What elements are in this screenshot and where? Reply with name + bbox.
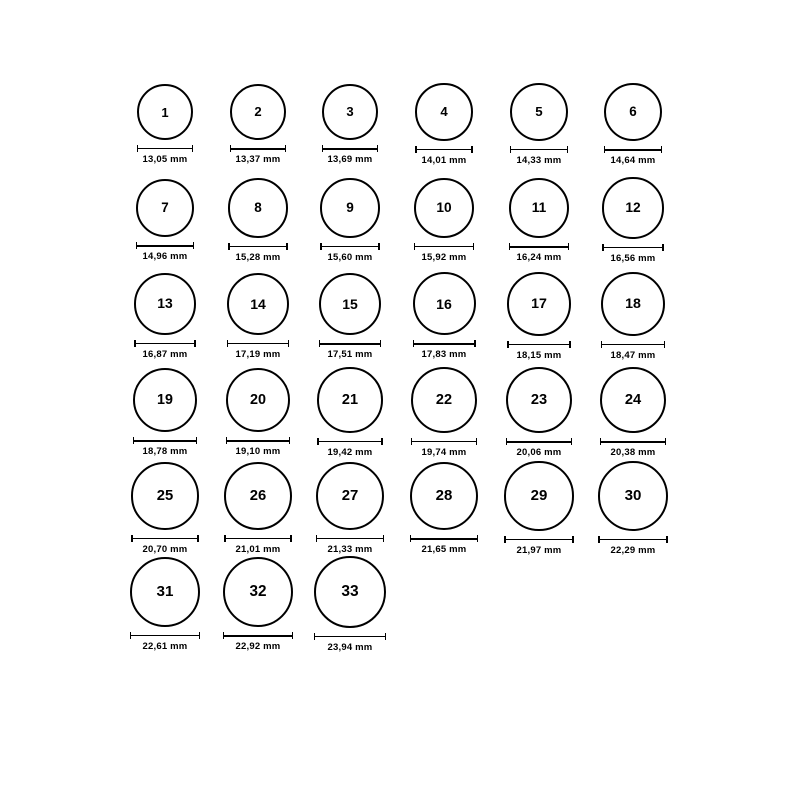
dimension-tick-right	[665, 438, 666, 445]
ring-circle	[224, 462, 292, 530]
dimension-tick-left	[230, 145, 231, 152]
dimension-bar	[317, 441, 382, 442]
ring-circle	[598, 461, 668, 531]
dimension-indicator	[134, 340, 196, 360]
ring-circle	[509, 178, 570, 239]
ring-size-number: 29	[530, 487, 548, 505]
diameter-label: 14,64 mm	[610, 155, 656, 167]
dimension-line	[320, 243, 380, 250]
dimension-bar	[509, 246, 570, 247]
dimension-tick-right	[471, 146, 472, 153]
dimension-tick-left	[130, 632, 131, 639]
dimension-indicator	[316, 535, 384, 555]
ring-size-cell	[587, 83, 679, 166]
dimension-indicator	[415, 146, 472, 166]
dimension-bar	[510, 149, 568, 150]
diameter-label: 14,01 mm	[421, 154, 467, 166]
dimension-indicator	[227, 340, 289, 360]
dimension-line	[224, 535, 292, 542]
diameter-label: 23,94 mm	[327, 642, 373, 653]
ring-size-cell	[304, 462, 396, 555]
ring-size-number: 33	[341, 583, 359, 601]
dimension-bar	[130, 635, 200, 636]
ring-size-number: 20	[249, 391, 266, 408]
dimension-line	[314, 633, 386, 640]
dimension-indicator	[319, 340, 382, 360]
dimension-tick-right	[378, 243, 379, 250]
dimension-line	[504, 536, 573, 543]
dimension-indicator	[230, 145, 287, 165]
ring-size-cell	[587, 367, 679, 459]
dimension-bar	[410, 538, 479, 539]
dimension-tick-left	[415, 146, 416, 153]
dimension-tick-left	[316, 535, 317, 542]
ring-size-number: 21	[341, 391, 359, 408]
dimension-tick-left	[226, 437, 227, 444]
ring-circle	[604, 83, 662, 141]
dimension-indicator	[504, 536, 573, 556]
dimension-tick-right	[194, 340, 195, 347]
ring-circle	[223, 557, 294, 628]
dimension-indicator	[410, 535, 479, 555]
dimension-bar	[602, 247, 663, 248]
dimension-line	[226, 437, 291, 444]
ring-size-number: 15	[342, 296, 358, 313]
ring-size-cell	[304, 273, 396, 361]
dimension-line	[506, 438, 572, 445]
dimension-indicator	[314, 633, 386, 653]
dimension-indicator	[510, 146, 568, 166]
diameter-label: 20,06 mm	[516, 447, 562, 459]
diameter-label: 16,24 mm	[516, 252, 562, 264]
dimension-line	[598, 536, 668, 543]
dimension-indicator	[601, 341, 665, 361]
dimension-tick-right	[473, 243, 474, 250]
diameter-label: 22,29 mm	[610, 544, 656, 556]
dimension-tick-left	[133, 437, 134, 444]
dimension-tick-right	[662, 244, 663, 251]
dimension-line	[223, 632, 294, 639]
dimension-indicator	[131, 535, 198, 555]
dimension-indicator	[507, 341, 571, 361]
diameter-label: 18,78 mm	[142, 446, 188, 458]
ring-size-cell	[119, 84, 211, 165]
diameter-label: 15,92 mm	[421, 252, 467, 264]
dimension-indicator	[322, 145, 379, 165]
dimension-bar	[322, 148, 379, 149]
dimension-bar	[319, 343, 382, 344]
dimension-tick-right	[476, 438, 477, 445]
dimension-line	[133, 437, 197, 444]
dimension-tick-right	[568, 243, 569, 250]
ring-size-number: 13	[157, 295, 173, 312]
dimension-line	[228, 243, 287, 250]
dimension-tick-right	[292, 632, 293, 639]
diameter-label: 16,87 mm	[142, 348, 188, 360]
ring-size-number: 4	[440, 104, 448, 120]
dimension-bar	[411, 441, 477, 442]
ring-size-number: 12	[625, 200, 641, 216]
dimension-tick-left	[604, 146, 605, 153]
dimension-bar	[598, 539, 668, 540]
ring-size-number: 27	[341, 487, 359, 504]
diameter-label: 14,96 mm	[142, 251, 188, 263]
ring-circle	[507, 272, 571, 336]
ring-circle	[504, 461, 573, 530]
dimension-tick-left	[224, 535, 225, 542]
diameter-label: 19,42 mm	[327, 446, 373, 458]
diameter-label: 21,01 mm	[235, 543, 281, 555]
dimension-indicator	[226, 437, 291, 457]
ring-size-cell	[493, 178, 585, 264]
dimension-tick-left	[322, 145, 323, 152]
dimension-line	[322, 145, 379, 152]
ring-size-cell	[493, 83, 585, 166]
dimension-tick-right	[199, 632, 200, 639]
ring-size-cell	[587, 461, 679, 556]
dimension-indicator	[228, 243, 287, 263]
dimension-indicator	[598, 536, 668, 556]
dimension-line	[413, 340, 476, 347]
ring-circle	[130, 557, 200, 627]
ring-size-cell	[304, 367, 396, 457]
dimension-tick-left	[319, 340, 320, 347]
dimension-bar	[414, 246, 474, 247]
ring-size-cell	[119, 273, 211, 360]
dimension-tick-right	[193, 242, 194, 249]
dimension-tick-left	[131, 535, 132, 542]
dimension-tick-right	[380, 340, 381, 347]
diameter-label: 13,69 mm	[327, 154, 373, 166]
diameter-label: 17,19 mm	[235, 349, 281, 361]
dimension-line	[411, 438, 477, 445]
dimension-tick-right	[661, 146, 662, 153]
dimension-line	[316, 535, 384, 542]
dimension-tick-left	[507, 341, 508, 348]
dimension-bar	[226, 440, 291, 441]
ring-circle	[510, 83, 568, 141]
ring-circle	[601, 272, 665, 336]
ring-size-cell	[587, 272, 679, 361]
ring-size-cell	[493, 367, 585, 458]
dimension-tick-right	[474, 340, 475, 347]
dimension-bar	[133, 440, 197, 441]
ring-size-number: 8	[254, 200, 262, 216]
dimension-tick-left	[509, 243, 510, 250]
ring-size-number: 22	[435, 391, 453, 408]
ring-size-number: 28	[435, 487, 453, 505]
dimension-indicator	[320, 243, 380, 263]
ring-size-number: 5	[535, 104, 543, 120]
dimension-bar	[224, 538, 292, 539]
dimension-bar	[131, 538, 198, 539]
dimension-line	[317, 438, 382, 445]
diameter-label: 16,56 mm	[610, 252, 656, 264]
dimension-tick-right	[383, 535, 384, 542]
ring-circle	[602, 177, 663, 238]
dimension-bar	[134, 343, 196, 344]
dimension-tick-left	[510, 146, 511, 153]
dimension-bar	[223, 635, 294, 636]
dimension-tick-right	[477, 535, 478, 542]
ring-size-cell	[212, 84, 304, 166]
ring-size-number: 7	[161, 200, 169, 216]
diameter-label: 18,15 mm	[516, 349, 562, 361]
diameter-label: 18,47 mm	[610, 350, 656, 362]
dimension-line	[130, 632, 200, 639]
ring-circle	[415, 83, 472, 140]
ring-size-cell	[212, 557, 304, 653]
ring-size-number: 30	[624, 487, 642, 505]
dimension-line	[415, 146, 472, 153]
dimension-tick-right	[286, 243, 287, 250]
ring-size-number: 24	[624, 391, 642, 408]
ring-size-number: 2	[254, 104, 262, 120]
ring-circle	[411, 367, 477, 433]
dimension-tick-left	[317, 438, 318, 445]
dimension-tick-left	[413, 340, 414, 347]
dimension-tick-left	[223, 632, 224, 639]
diameter-label: 21,97 mm	[516, 544, 562, 556]
dimension-line	[227, 340, 289, 347]
dimension-bar	[320, 246, 380, 247]
dimension-line	[509, 243, 570, 250]
diameter-label: 22,92 mm	[235, 641, 281, 653]
dimension-bar	[136, 245, 195, 246]
ring-size-cell	[212, 178, 304, 262]
ring-circle	[136, 179, 195, 238]
ring-size-number: 32	[249, 583, 267, 601]
dimension-bar	[230, 148, 287, 149]
ring-size-number: 10	[436, 200, 452, 216]
dimension-tick-right	[289, 437, 290, 444]
ring-circle	[137, 84, 193, 140]
dimension-indicator	[602, 244, 663, 264]
dimension-line	[507, 341, 571, 348]
ring-size-cell	[119, 557, 211, 652]
dimension-tick-left	[414, 243, 415, 250]
ring-circle	[413, 272, 476, 335]
ring-size-cell	[304, 178, 396, 263]
dimension-indicator	[136, 242, 195, 262]
ring-size-number: 1	[161, 104, 169, 120]
ring-size-number: 16	[436, 295, 452, 312]
ring-size-cell	[119, 368, 211, 457]
dimension-tick-right	[377, 145, 378, 152]
ring-size-number: 3	[346, 104, 354, 120]
ring-size-cell	[398, 367, 490, 458]
dimension-line	[601, 341, 665, 348]
dimension-tick-right	[567, 146, 568, 153]
dimension-line	[602, 244, 663, 251]
dimension-tick-left	[227, 340, 228, 347]
ring-size-cell	[119, 179, 211, 263]
dimension-tick-left	[136, 242, 137, 249]
ring-size-cell	[212, 462, 304, 555]
dimension-indicator	[509, 243, 570, 263]
diameter-label: 22,61 mm	[142, 640, 188, 652]
dimension-tick-left	[504, 536, 505, 543]
dimension-indicator	[223, 632, 294, 652]
dimension-indicator	[224, 535, 292, 555]
dimension-bar	[314, 636, 386, 637]
ring-circle	[133, 368, 197, 432]
dimension-line	[414, 243, 474, 250]
dimension-bar	[504, 539, 573, 540]
dimension-tick-left	[411, 438, 412, 445]
dimension-tick-right	[569, 341, 570, 348]
ring-size-number: 19	[157, 391, 173, 408]
dimension-line	[604, 146, 662, 153]
dimension-indicator	[317, 438, 382, 458]
dimension-indicator	[133, 437, 197, 457]
dimension-line	[230, 145, 287, 152]
dimension-bar	[137, 148, 193, 149]
diameter-label: 13,37 mm	[235, 154, 281, 166]
ring-size-number: 23	[530, 391, 548, 408]
ring-circle	[320, 178, 380, 238]
dimension-indicator	[414, 243, 474, 263]
dimension-indicator	[604, 146, 662, 166]
dimension-tick-left	[598, 536, 599, 543]
ring-circle	[226, 368, 291, 433]
ring-size-number: 26	[249, 487, 267, 504]
ring-size-number: 14	[250, 296, 266, 312]
dimension-tick-left	[314, 633, 315, 640]
dimension-tick-left	[506, 438, 507, 445]
ring-size-number: 6	[629, 104, 637, 120]
dimension-tick-left	[134, 340, 135, 347]
dimension-line	[319, 340, 382, 347]
dimension-tick-right	[385, 633, 386, 640]
ring-circle	[228, 178, 287, 237]
dimension-tick-right	[290, 535, 291, 542]
dimension-tick-left	[602, 244, 603, 251]
ring-size-cell	[119, 462, 211, 554]
ring-circle	[134, 273, 196, 335]
ring-size-cell	[587, 177, 679, 263]
diameter-label: 20,38 mm	[610, 447, 656, 459]
dimension-tick-left	[137, 145, 138, 152]
dimension-bar	[316, 538, 384, 539]
ring-size-cell	[304, 556, 396, 653]
dimension-bar	[604, 149, 662, 150]
diameter-label: 14,33 mm	[516, 154, 562, 166]
dimension-bar	[227, 343, 289, 344]
dimension-line	[131, 535, 198, 542]
diameter-label: 13,05 mm	[142, 154, 188, 165]
dimension-tick-right	[196, 437, 197, 444]
dimension-tick-right	[285, 145, 286, 152]
dimension-bar	[228, 246, 287, 247]
ring-size-cell	[493, 272, 585, 361]
ring-size-number: 31	[156, 583, 174, 601]
dimension-tick-left	[228, 243, 229, 250]
ring-size-cell	[398, 178, 490, 263]
dimension-indicator	[506, 438, 572, 458]
ring-size-cell	[212, 273, 304, 360]
diameter-label: 19,10 mm	[235, 446, 281, 458]
ring-size-number: 9	[346, 200, 354, 216]
dimension-tick-right	[197, 535, 198, 542]
dimension-tick-left	[601, 341, 602, 348]
diameter-label: 20,70 mm	[142, 543, 188, 555]
diameter-label: 21,65 mm	[421, 544, 467, 556]
ring-circle	[506, 367, 572, 433]
diameter-label: 17,51 mm	[327, 349, 373, 361]
dimension-tick-right	[192, 145, 193, 152]
dimension-line	[510, 146, 568, 153]
ring-circle	[227, 273, 289, 335]
ring-circle	[131, 462, 198, 529]
dimension-tick-right	[288, 340, 289, 347]
dimension-tick-right	[664, 341, 665, 348]
dimension-indicator	[130, 632, 200, 652]
dimension-bar	[413, 343, 476, 344]
ring-size-cell	[398, 83, 490, 165]
dimension-line	[600, 438, 667, 445]
ring-size-number: 17	[531, 295, 547, 312]
ring-size-number: 18	[625, 295, 641, 312]
diameter-label: 15,60 mm	[327, 251, 373, 263]
dimension-bar	[507, 344, 571, 345]
dimension-tick-right	[572, 536, 573, 543]
dimension-indicator	[411, 438, 477, 458]
dimension-bar	[600, 441, 667, 442]
ring-size-cell	[212, 368, 304, 458]
ring-size-cell	[398, 272, 490, 360]
ring-size-number: 25	[156, 487, 174, 504]
dimension-indicator	[413, 340, 476, 360]
ring-size-cell	[304, 84, 396, 166]
ring-circle	[316, 462, 384, 530]
ring-circle	[317, 367, 382, 432]
diameter-label: 17,83 mm	[421, 349, 467, 361]
dimension-line	[136, 242, 195, 249]
ring-circle	[314, 556, 386, 628]
dimension-bar	[506, 441, 572, 442]
ring-circle	[410, 462, 479, 531]
dimension-indicator	[600, 438, 667, 458]
ring-size-cell	[493, 461, 585, 555]
diameter-label: 21,33 mm	[327, 544, 373, 556]
diameter-label: 19,74 mm	[421, 446, 467, 458]
dimension-tick-left	[600, 438, 601, 445]
ring-circle	[600, 367, 667, 434]
dimension-bar	[601, 344, 665, 345]
diameter-label: 15,28 mm	[235, 251, 281, 263]
dimension-line	[410, 535, 479, 542]
dimension-tick-right	[571, 438, 572, 445]
dimension-tick-left	[410, 535, 411, 542]
dimension-tick-left	[320, 243, 321, 250]
dimension-line	[137, 145, 193, 152]
dimension-tick-right	[381, 438, 382, 445]
ring-circle	[322, 84, 379, 141]
dimension-tick-right	[666, 536, 667, 543]
dimension-line	[134, 340, 196, 347]
ring-circle	[319, 273, 382, 336]
ring-circle	[230, 84, 287, 141]
dimension-indicator	[137, 145, 193, 165]
dimension-bar	[415, 149, 472, 150]
ring-size-cell	[398, 462, 490, 556]
ring-circle	[414, 178, 474, 238]
ring-size-number: 11	[531, 200, 547, 216]
